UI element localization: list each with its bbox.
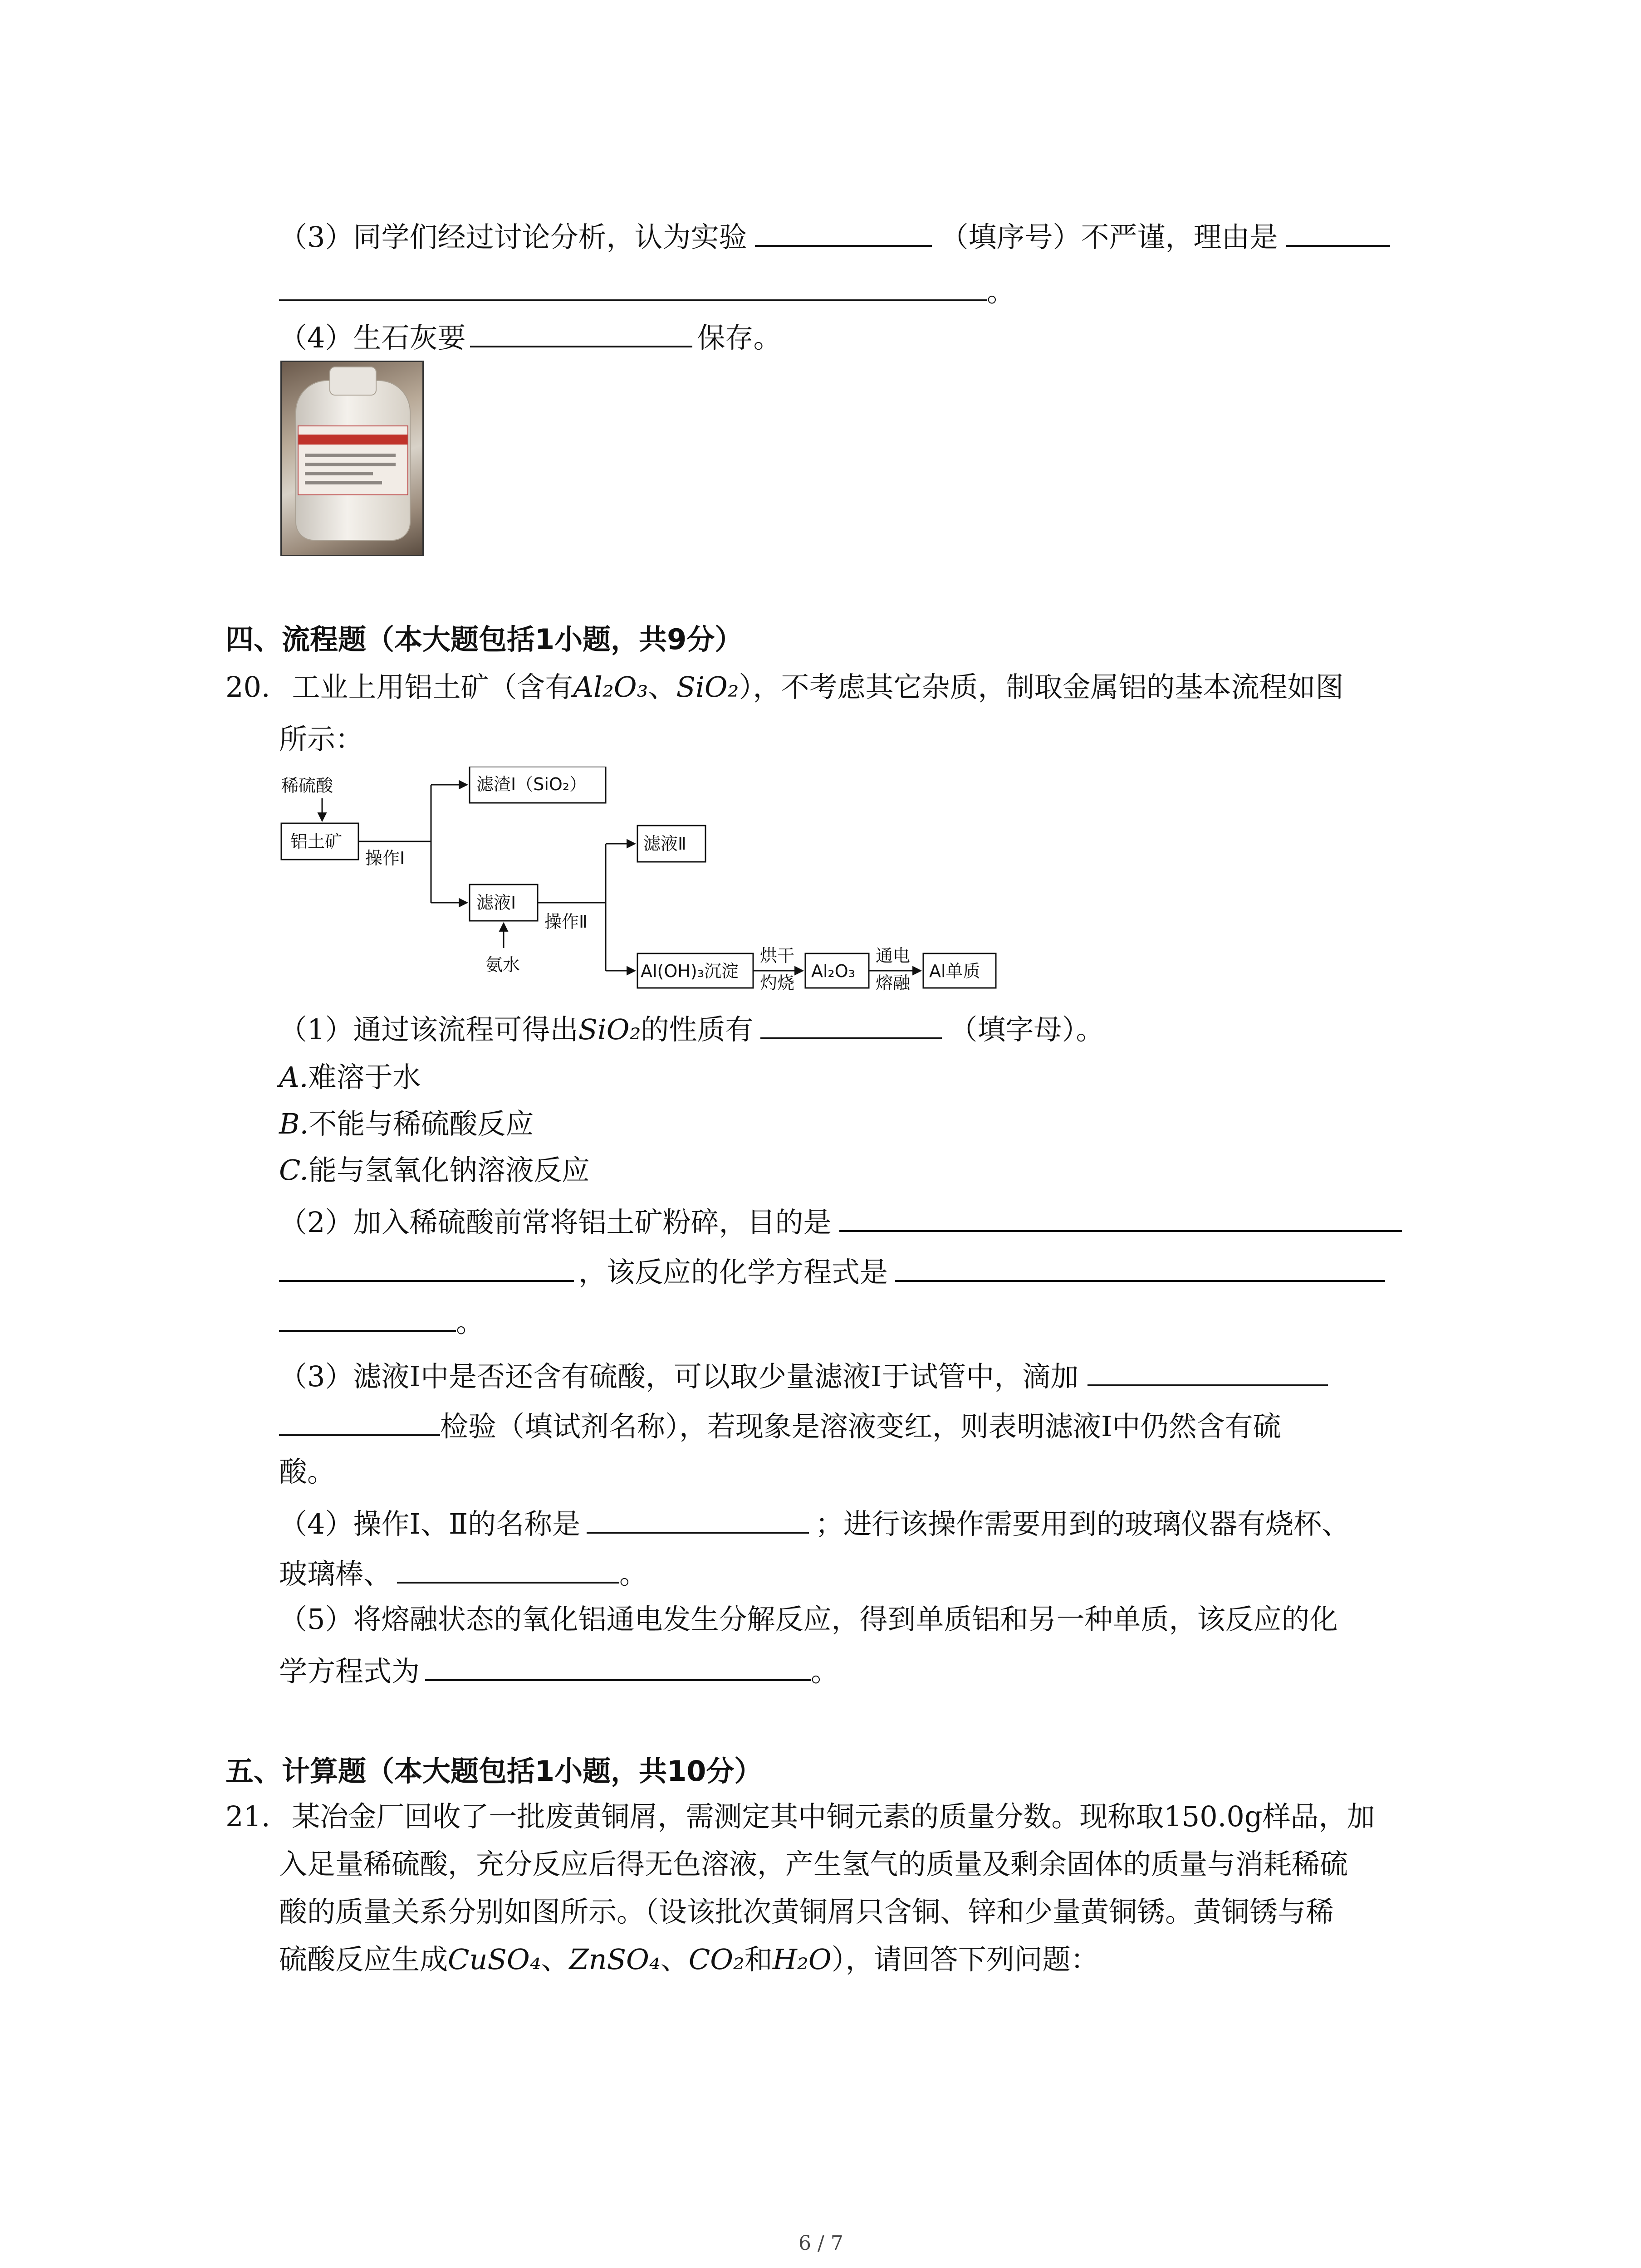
label-filtrate1: 滤液Ⅰ — [476, 893, 516, 913]
q20-part2-text-b: ，该反应的化学方程式是 — [578, 1256, 888, 1289]
q21-line3: 酸的质量关系分别如图所示。（设该批次黄铜屑只含铜、锌和少量黄铜锈。黄铜锈与稀 — [279, 1895, 1334, 1928]
q20-stem-a: 工业上用铝土矿（含有 — [292, 670, 573, 704]
q21-formula-znso4: ZnSO₄ — [569, 1943, 661, 1976]
bottle-cap — [329, 367, 377, 396]
q20-part3-blank-1[interactable] — [1087, 1356, 1328, 1386]
q20-stem-line1 — [225, 669, 1344, 705]
q20-option-c — [279, 1152, 590, 1188]
q20-part4-blank-1[interactable] — [587, 1504, 809, 1534]
q20-part2-blank-3[interactable] — [895, 1252, 1385, 1282]
q20-part2-blank-1[interactable] — [839, 1202, 1402, 1232]
q20-part5-blank[interactable] — [425, 1651, 811, 1681]
label-elec: 通电 — [876, 946, 911, 966]
label-dry: 烘干 — [760, 946, 795, 966]
page-number: 6 / 7 — [798, 2232, 843, 2255]
q20-formula-al2o3: Al₂O₃ — [573, 670, 648, 704]
q19-part3-text-a: （3）同学们经过讨论分析，认为实验 — [279, 220, 747, 254]
q21-formula-co2: CO₂ — [688, 1943, 745, 1976]
q20-number: 20. — [225, 670, 270, 704]
q20-option-b-letter: B. — [279, 1107, 309, 1140]
section4-title: 四、流程题（本大题包括1小题，共9分） — [225, 623, 743, 656]
q21-text-line1: 某冶金厂回收了一批废黄铜屑，需测定其中铜元素的质量分数。现称取150.0g样品，加 — [292, 1800, 1375, 1833]
label-al: Al单质 — [929, 961, 980, 981]
q20-part2-text-a: （2）加入稀硫酸前常将铝土矿粉碎，目的是 — [279, 1206, 832, 1239]
q20-option-c-text: 能与氢氧化钠溶液反应 — [308, 1154, 590, 1187]
q20-stem-line2: 所示： — [279, 723, 364, 756]
label-burn: 灼烧 — [760, 973, 795, 993]
q21-formula-h2o: H₂O — [772, 1943, 832, 1976]
q19-part3-line1 — [279, 217, 1390, 255]
q20-part5-end: 。 — [811, 1655, 839, 1688]
q20-part1-formula-sio2: SiO₂ — [578, 1013, 641, 1046]
q20-part1-line — [279, 1009, 1104, 1048]
q20-part3-text-b: 检验（填试剂名称），若现象是溶液变红，则表明滤液Ⅰ中仍然含有硫 — [440, 1410, 1281, 1443]
q21-number: 21. — [225, 1800, 270, 1833]
q20-part1-text-a: （1）通过该流程可得出 — [279, 1013, 578, 1046]
label-precip: Al(OH)₃沉淀 — [641, 961, 739, 981]
q20-part1-text-c: （填字母）。 — [949, 1013, 1104, 1046]
q20-part5-line1: （5）将熔融状态的氧化铝通电发生分解反应，得到单质铝和另一种单质，该反应的化 — [279, 1603, 1338, 1636]
bottle-label — [298, 425, 408, 495]
q20-part4-end: 。 — [619, 1557, 648, 1590]
q19-part4-line — [279, 318, 781, 356]
q20-part5-text-b: 学方程式为 — [279, 1655, 420, 1688]
q19-part3-end: 。 — [987, 275, 1015, 308]
q20-part4-line2 — [279, 1554, 647, 1592]
q19-part3-text-b: （填序号）不严谨，理由是 — [940, 220, 1278, 254]
q19-part4-text-a: （4）生石灰要 — [279, 321, 466, 354]
label-melt: 熔融 — [876, 973, 911, 993]
q20-stem-b: ），不考虑其它杂质，制取金属铝的基本流程如图 — [739, 670, 1344, 704]
q20-part2-blank-2[interactable] — [279, 1252, 574, 1282]
q20-part3-line1 — [279, 1356, 1328, 1395]
process-flowchart — [272, 767, 1016, 1002]
q20-option-a-text: 难溶于水 — [308, 1061, 421, 1094]
q20-part2-blank-4[interactable] — [279, 1302, 456, 1332]
q20-part4-line1 — [279, 1504, 1350, 1542]
q20-part1-blank[interactable] — [760, 1009, 942, 1039]
q21-and: 和 — [744, 1943, 773, 1976]
q20-option-b-text: 不能与稀硫酸反应 — [309, 1107, 534, 1140]
label-residue: 滤渣Ⅰ（SiO₂） — [476, 774, 587, 794]
q20-part2-line3 — [279, 1302, 484, 1340]
q19-part3-line2 — [279, 271, 1015, 310]
quicklime-bottle-photo — [280, 361, 424, 556]
label-op2: 操作Ⅱ — [544, 912, 588, 932]
q20-part2-end: 。 — [456, 1305, 485, 1339]
q20-part3-line2 — [279, 1406, 1281, 1445]
q21-formula-cuso4: CuSO₄ — [448, 1943, 541, 1976]
label-op1: 操作Ⅰ — [365, 848, 405, 868]
section5-title: 五、计算题（本大题包括1小题，共10分） — [225, 1755, 763, 1788]
q19-part4-blank[interactable] — [470, 318, 692, 347]
q21-text-line4-b: ），请回答下列问题： — [831, 1943, 1099, 1976]
q20-part3-text-a: （3）滤液Ⅰ中是否还含有硫酸，可以取少量滤液Ⅰ于试管中，滴加 — [279, 1360, 1079, 1393]
q20-option-a-letter: A. — [279, 1061, 309, 1094]
label-ammonia: 氨水 — [485, 955, 520, 975]
q21-line4: 硫酸反应生成CuSO₄、ZnSO₄、CO₂和H₂O），请回答下列问题： — [279, 1943, 1099, 1976]
label-ore: 铝土矿 — [290, 831, 343, 851]
label-filtrate2: 滤液Ⅱ — [643, 834, 686, 854]
q19-part3-blank-1[interactable] — [755, 217, 932, 247]
q20-part4-blank-2[interactable] — [397, 1554, 619, 1584]
q19-part3-blank-3[interactable] — [279, 271, 987, 301]
q21-text-line4-a: 硫酸反应生成 — [279, 1943, 448, 1976]
q20-option-a — [279, 1059, 421, 1095]
q20-part4-text-a: （4）操作Ⅰ、Ⅱ的名称是 — [279, 1507, 581, 1540]
q20-part2-line1 — [279, 1202, 1402, 1241]
q20-part4-text-b: ；进行该操作需要用到的玻璃仪器有烧杯、 — [815, 1507, 1350, 1540]
q20-option-c-letter: C. — [279, 1154, 309, 1187]
q19-part4-text-b: 保存。 — [697, 321, 782, 354]
q20-option-b — [279, 1106, 534, 1142]
q19-part3-blank-2[interactable] — [1286, 217, 1390, 247]
q20-part2-line2 — [279, 1252, 1385, 1290]
q20-part3-blank-2[interactable] — [279, 1406, 440, 1436]
label-al2o3: Al₂O₃ — [811, 961, 855, 981]
q20-sep: 、 — [648, 670, 676, 704]
q20-part5-line2 — [279, 1651, 839, 1690]
label-acid: 稀硫酸 — [281, 776, 333, 796]
q20-part4-text-c: 玻璃棒、 — [279, 1557, 392, 1590]
q21-line2: 入足量稀硫酸，充分反应后得无色溶液，产生氢气的质量及剩余固体的质量与消耗稀硫 — [279, 1848, 1348, 1881]
q20-formula-sio2: SiO₂ — [676, 670, 739, 704]
q20-part1-text-b: 的性质有 — [641, 1013, 754, 1046]
q21-line1 — [225, 1799, 1375, 1835]
q20-part3-line3: 酸。 — [279, 1455, 336, 1488]
